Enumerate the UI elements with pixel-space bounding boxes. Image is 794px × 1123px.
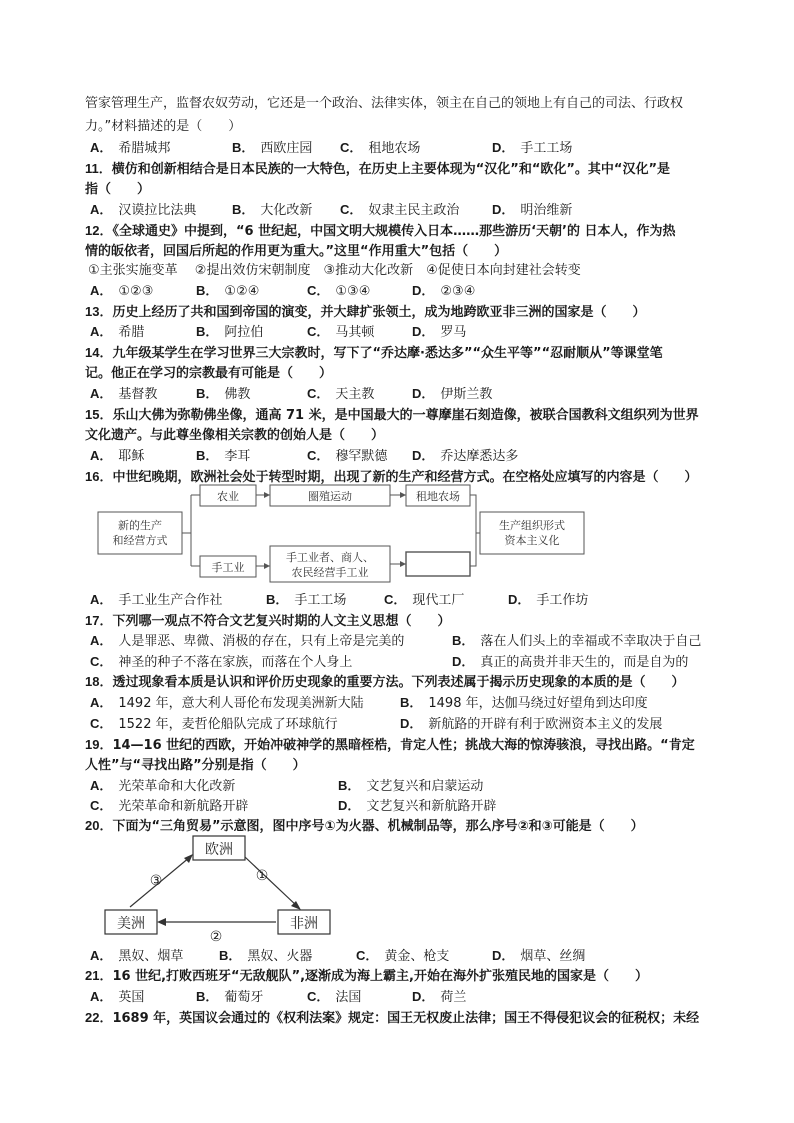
arrow-1-line [245,857,298,907]
q10-option-c: C． 租地农场 [340,140,421,156]
diagram-label-craft: 手工业 [211,561,245,574]
q21-option-c: C． 法国 [307,989,362,1005]
q16-line1: 16．中世纪晚期，欧洲社会处于转型时期，出现了新的生产和经营方式。在空格处应填写的内容是（ ） [85,469,698,485]
q21-option-a: A． 英国 [90,989,145,1005]
q20-option-a: A． 黑奴、烟草 [90,948,184,964]
q10-option-d: D． 手工工场 [492,140,573,156]
q16-option-b: B． 手工工场 [266,592,347,608]
q18-line1: 18．透过现象看本质是认识和评价历史现象的重要方法。下列表述属于揭示历史现象的本质的是（ ） [85,674,685,690]
q16-option-d: D． 手工作坊 [508,592,589,608]
q14-line1: 14．九年级某学生在学习世界三大宗教时，写下了“乔达摩·悉达多”“众生平等”“忍耐顺从”等课堂笔 [85,345,663,361]
q18-option-a: A． 1492 年，意大利人哥伦布发现美洲新大陆 [90,695,364,711]
q15-option-b: B． 李耳 [196,448,251,464]
connector-right [470,495,480,566]
q11-option-c: C． 奴隶主民主政治 [340,202,460,218]
q17-line1: 17．下列哪一观点不符合文艺复兴时期的人文主义思想（ ） [85,613,451,629]
q11-option-b: B． 大化改新 [232,202,313,218]
diagram-label-right1: 生产组织形式 [499,519,565,532]
q17-option-c: C． 神圣的种子不落在家族，而落在个人身上 [90,654,353,670]
q15-line2: 文化遗产。与此尊坐像相关宗教的创始人是（ ） [85,428,385,443]
diagram-label-mid1: 手工业者、商人、 [286,551,374,564]
q15-option-d: D． 乔达摩悉达多 [412,448,519,464]
q12-line1: 12．《全球通史》中提到，“6 世纪起，中国文明大规模传入日本……那些游历‘天朝’的 日本人，作为热 [85,223,676,239]
q13-option-b: B． 阿拉伯 [196,324,264,340]
q14-option-b: B． 佛教 [196,386,251,402]
connector-left [182,495,200,566]
q18-option-b: B． 1498 年，达伽马绕过好望角到达印度 [400,695,648,711]
q13-line1: 13．历史上经历了共和国到帝国的演变，并大肆扩张领土，成为地跨欧亚非三洲的国家是（ ） [85,304,646,320]
label-europe: 欧洲 [205,842,233,858]
q20-line1: 20．下面为“三角贸易”示意图，图中序号①为火器、机械制品等，那么序号②和③可能是（ ） [85,818,644,834]
q13-option-d: D． 罗马 [412,324,467,340]
q10-line1: 管家管理生产，监督农奴劳动，它还是一个政治、法律实体，领主在自己的领地上有自己的司法、行政权 [85,96,684,111]
label-number-3: ③ [149,873,163,889]
q17-option-d: D． 真正的高贵并非天生的，而是自为的 [452,654,689,670]
diagram-label-mid2: 农民经营手工业 [291,566,369,579]
q12-option-b: B． ①②④ [196,283,260,299]
arrow-2-head [157,918,166,926]
q11-line1: 11．横仿和创新相结合是日本民族的一大特色，在历史上主要体现为“汉化”和“欧化”。其中“汉化”是 [85,161,671,177]
q19-line1: 19．14—16 世纪的西欧，开始冲破神学的黑暗桎梏，肯定人性；挑战大海的惊涛骇浪，寻找出路。“肯定 [85,737,695,753]
q11-option-d: D． 明治维新 [492,202,573,218]
q20-option-b: B． 黑奴、火器 [219,948,313,964]
q17-option-a: A． 人是罪恶、卑微、消极的存在，只有上帝是完美的 [90,633,405,649]
q13-option-a: A． 希腊 [90,324,145,340]
label-number-1: ① [255,868,269,884]
label-number-2: ② [209,929,223,945]
q21-line1: 21．16 世纪,打败西班牙“无敌舰队”,逐渐成为海上霸主,开始在海外扩张殖民地的国家是（ ） [85,968,648,984]
q10-line2: 力。”材料描述的是（ ） [85,119,242,134]
q16-flow-diagram [90,482,590,586]
q20-option-d: D． 烟草、丝绸 [492,948,586,964]
q11-line2: 指（ ） [85,182,151,197]
q15-option-c: C． 穆罕默德 [307,448,388,464]
q12-line2: 情的皈依者，回国后所起的作用更为重大。”这里“作用重大”包括（ ） [85,244,508,259]
q12-option-c: C． ①③④ [307,283,371,299]
diagram-label-right2: 资本主义化 [504,534,560,547]
q12-statements: ①主张实施变革 ②提出效仿宋朝制度 ③推动大化改新 ④促使日本向封建社会转变 [88,263,581,278]
q19-option-a: A． 光荣革命和大化改新 [90,778,236,794]
q19-option-b: B． 文艺复兴和启蒙运动 [338,778,484,794]
q10-option-b: B． 西欧庄园 [232,140,313,156]
q19-option-d: D． 文艺复兴和新航路开辟 [338,798,497,814]
q21-option-d: D． 荷兰 [412,989,467,1005]
q19-option-c: C． 光荣革命和新航路开辟 [90,798,249,814]
label-africa: 非洲 [290,916,318,932]
q10-option-a: A． 希腊城邦 [90,140,171,156]
q16-option-c: C． 现代工厂 [384,592,465,608]
diagram-label-agri: 农业 [217,490,239,503]
q16-option-a: A． 手工业生产合作社 [90,592,223,608]
q15-line1: 15．乐山大佛为弥勒佛坐像，通高 71 米，是中国最大的一尊摩崖石刻造像，被联合国教科文组织列为世界 [85,407,699,423]
diagram-label-tenant: 租地农场 [416,490,460,503]
diagram-label-left1: 新的生产 [118,519,162,532]
q14-option-c: C． 天主教 [307,386,375,402]
q18-option-c: C． 1522 年，麦哲伦船队完成了环球航行 [90,716,338,732]
q22-line1: 22．1689 年，英国议会通过的《权利法案》规定：国王无权废止法律；国王不得侵犯议会的征税权；未经 [85,1010,700,1026]
q13-option-c: C． 马其顿 [307,324,375,340]
q20-triangle-trade-diagram [100,833,340,945]
q14-option-d: D． 伊斯兰教 [412,386,493,402]
diagram-label-left2: 和经营方式 [112,534,168,547]
q21-option-b: B． 葡萄牙 [196,989,264,1005]
q12-option-d: D． ②③④ [412,283,476,299]
q19-line2: 人性”与“寻找出路”分别是指（ ） [85,758,306,773]
q11-option-a: A． 汉谟拉比法典 [90,202,197,218]
diagram-label-enclosure: 圈殖运动 [308,490,352,503]
q12-option-a: A． ①②③ [90,283,154,299]
q20-option-c: C． 黄金、枪支 [356,948,450,964]
label-america: 美洲 [117,916,145,932]
q15-option-a: A． 耶稣 [90,448,145,464]
q14-option-a: A． 基督教 [90,386,158,402]
q18-option-d: D． 新航路的开辟有利于欧洲资本主义的发展 [400,716,663,732]
q14-line2: 记。他正在学习的宗教最有可能是（ ） [85,366,333,381]
box-blank [406,552,470,576]
q17-option-b: B． 落在人们头上的幸福或不幸取决于自己 [452,633,702,649]
